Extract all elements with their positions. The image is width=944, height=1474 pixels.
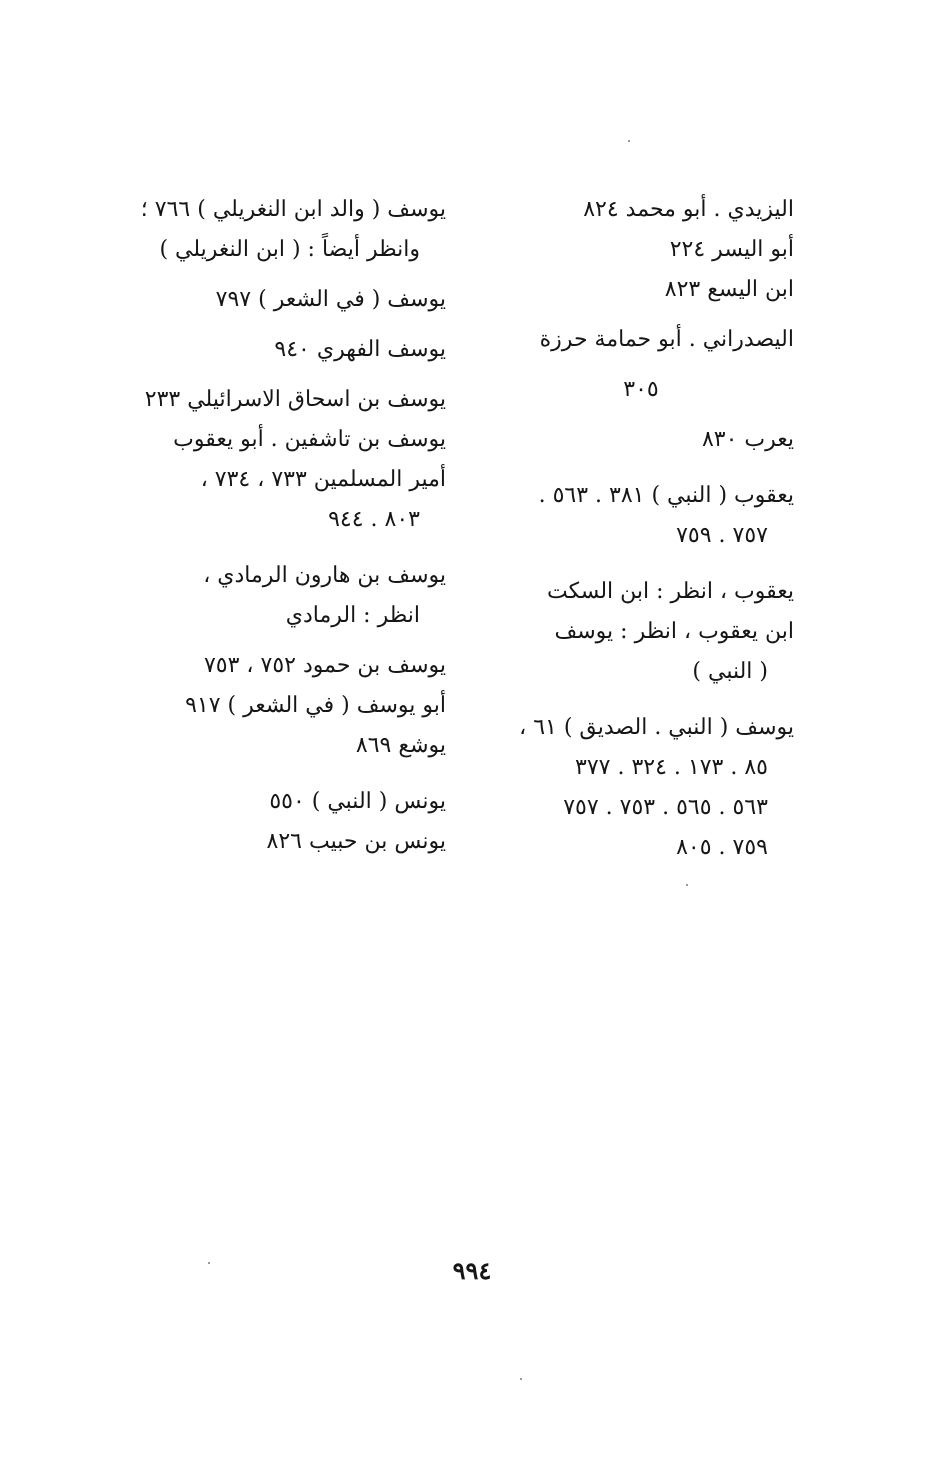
index-entry-continuation: ٨٥ . ١٧٣ . ٣٢٤ . ٣٧٧ — [575, 755, 768, 780]
index-entry: يوسف ( النبي . الصديق ) ٦١ ، — [519, 715, 794, 740]
index-entry: أمير المسلمين ٧٣٣ ، ٧٣٤ ، — [200, 467, 446, 492]
index-entry: يعقوب ، انظر : ابن السكت — [546, 579, 794, 604]
index-column-left — [128, 190, 446, 862]
index-entry: أبو اليسر ٢٢٤ — [669, 237, 794, 262]
scan-speck — [208, 1262, 210, 1264]
index-entry: يعقوب ( النبي ) ٣٨١ . ٥٦٣ . — [538, 483, 794, 508]
index-entry: يوسف بن تاشفين . أبو يعقوب — [173, 427, 446, 452]
index-entry: اليصدراني . أبو حمامة حرزة — [539, 327, 794, 352]
index-entry: ابن يعقوب ، انظر : يوسف — [554, 619, 794, 644]
scan-speck — [520, 1378, 522, 1380]
index-entry-continuation: ٣٠٥ — [623, 377, 659, 402]
index-entry: يونس بن حبيب ٨٢٦ — [266, 829, 446, 854]
page-number: ٩٩٤ — [452, 1256, 492, 1285]
index-entry: يوسف ( والد ابن النغريلي ) ٧٦٦ ؛ — [140, 197, 446, 222]
index-entry-continuation: ٨٠٣ . ٩٤٤ — [328, 507, 420, 532]
index-entry: يوسف بن حمود ٧٥٢ ، ٧٥٣ — [203, 653, 446, 678]
index-entry: يعرب ٨٣٠ — [701, 427, 794, 452]
index-entry-continuation: انظر : الرمادي — [285, 603, 420, 628]
index-entry-continuation: ٧٥٧ . ٧٥٩ — [676, 523, 768, 548]
index-entry-continuation: ٧٥٩ . ٨٠٥ — [676, 835, 768, 860]
scan-speck — [628, 140, 630, 142]
index-entry-continuation: ( النبي ) — [692, 659, 768, 684]
index-entry-continuation: ٥٦٣ . ٥٦٥ . ٧٥٣ . ٧٥٧ — [563, 795, 768, 820]
index-entry: يوسف ( في الشعر ) ٧٩٧ — [215, 287, 446, 312]
index-entry: أبو يوسف ( في الشعر ) ٩١٧ — [185, 693, 446, 718]
index-entry: يوسف بن اسحاق الاسرائيلي ٢٣٣ — [144, 387, 446, 412]
index-entry: يونس ( النبي ) ٥٥٠ — [269, 789, 446, 814]
index-entry: يوسف بن هارون الرمادي ، — [203, 563, 446, 588]
index-entry: يوسف الفهري ٩٤٠ — [274, 337, 446, 362]
index-entry: ابن اليسع ٨٢٣ — [664, 277, 794, 302]
index-entry: يوشع ٨٦٩ — [355, 733, 446, 758]
index-entry: اليزيدي . أبو محمد ٨٢٤ — [583, 197, 794, 222]
index-entry-continuation: وانظر أيضاً : ( ابن النغريلي ) — [159, 237, 420, 262]
index-column-right — [488, 190, 794, 868]
scan-speck — [686, 884, 688, 886]
